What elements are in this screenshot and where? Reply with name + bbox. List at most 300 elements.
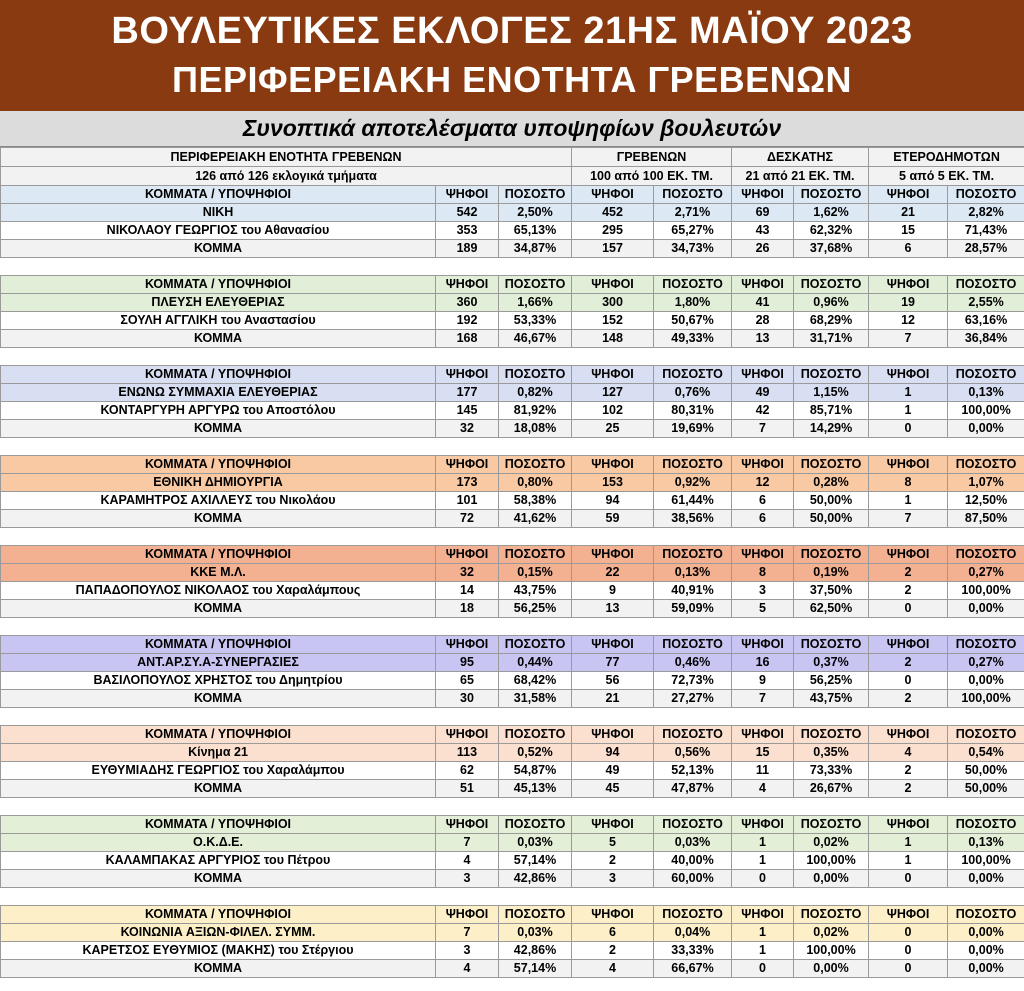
votes-grevena: 2 [572,942,654,960]
votes-column-header: ΨΗΦΟΙ [436,546,499,564]
pct-eterodimoton: 0,00% [948,960,1024,978]
votes-total: 51 [436,780,499,798]
votes-deskati: 7 [732,420,794,438]
votes-grevena: 94 [572,492,654,510]
votes-deskati: 9 [732,672,794,690]
votes-column-header: ΨΗΦΟΙ [732,366,794,384]
candidate-row [1,492,1024,510]
votes-total: 95 [436,654,499,672]
votes-column-header: ΨΗΦΟΙ [732,726,794,744]
votes-deskati: 4 [732,780,794,798]
pct-deskati: 1,62% [794,204,869,222]
votes-total: 14 [436,582,499,600]
votes-deskati: 1 [732,852,794,870]
spacer-row [1,798,1024,816]
votes-deskati: 11 [732,762,794,780]
votes-eterodimoton: 7 [869,330,948,348]
votes-total: 30 [436,690,499,708]
votes-column-header: ΨΗΦΟΙ [732,456,794,474]
votes-column-header: ΨΗΦΟΙ [869,366,948,384]
pct-deskati: 31,71% [794,330,869,348]
pct-grevena: 0,46% [654,654,732,672]
eterodimoton-sections-count: 5 από 5 ΕΚ. ΤΜ. [869,167,1024,186]
party-row [1,204,1024,222]
komma-label: ΚΟΜΜΑ [1,420,436,438]
votes-grevena: 25 [572,420,654,438]
header-row-counts [1,167,1024,186]
pct-grevena: 19,69% [654,420,732,438]
results-table [0,147,1024,978]
percent-column-header: ΠΟΣΟΣΤΟ [499,546,572,564]
votes-eterodimoton: 1 [869,384,948,402]
pct-grevena: 2,71% [654,204,732,222]
votes-total: 18 [436,600,499,618]
votes-grevena: 3 [572,870,654,888]
pct-deskati: 0,35% [794,744,869,762]
region-title: ΠΕΡΙΦΕΡΕΙΑΚΗ ΕΝΟΤΗΤΑ ΓΡΕΒΕΝΩΝ [1,148,572,167]
spacer-row [1,258,1024,276]
votes-column-header: ΨΗΦΟΙ [436,276,499,294]
pct-deskati: 73,33% [794,762,869,780]
header-row-titles [1,148,1024,167]
votes-grevena: 77 [572,654,654,672]
votes-deskati: 15 [732,744,794,762]
spacer-row [1,618,1024,636]
votes-grevena: 6 [572,924,654,942]
pct-deskati: 26,67% [794,780,869,798]
percent-column-header: ΠΟΣΟΣΤΟ [948,816,1024,834]
candidate-name: ΝΙΚΟΛΑΟΥ ΓΕΩΡΓΙΟΣ του Αθανασίου [1,222,436,240]
votes-eterodimoton: 21 [869,204,948,222]
votes-column-header: ΨΗΦΟΙ [732,276,794,294]
percent-column-header: ΠΟΣΟΣΤΟ [948,546,1024,564]
votes-deskati: 1 [732,942,794,960]
spacer-row [1,528,1024,546]
percent-column-header: ΠΟΣΟΣΤΟ [654,276,732,294]
votes-total: 173 [436,474,499,492]
votes-deskati: 1 [732,924,794,942]
votes-total: 542 [436,204,499,222]
votes-column-header: ΨΗΦΟΙ [869,816,948,834]
votes-column-header: ΨΗΦΟΙ [869,636,948,654]
votes-eterodimoton: 15 [869,222,948,240]
votes-grevena: 295 [572,222,654,240]
pct-grevena: 50,67% [654,312,732,330]
percent-column-header: ΠΟΣΟΣΤΟ [948,636,1024,654]
votes-deskati: 28 [732,312,794,330]
komma-row [1,420,1024,438]
votes-deskati: 0 [732,870,794,888]
votes-total: 32 [436,420,499,438]
block-header-row [1,636,1024,654]
komma-label: ΚΟΜΜΑ [1,330,436,348]
candidate-row [1,762,1024,780]
pct-grevena: 61,44% [654,492,732,510]
pct-eterodimoton: 36,84% [948,330,1024,348]
pct-grevena: 34,73% [654,240,732,258]
candidate-name: ΚΑΡΑΜΗΤΡΟΣ ΑΧΙΛΛΕΥΣ του Νικολάου [1,492,436,510]
pct-deskati: 0,96% [794,294,869,312]
percent-column-header: ΠΟΣΟΣΤΟ [654,906,732,924]
percent-column-header: ΠΟΣΟΣΤΟ [654,456,732,474]
votes-grevena: 59 [572,510,654,528]
votes-deskati: 6 [732,510,794,528]
votes-column-header: ΨΗΦΟΙ [732,816,794,834]
votes-eterodimoton: 6 [869,240,948,258]
votes-column-header: ΨΗΦΟΙ [572,636,654,654]
votes-column-header: ΨΗΦΟΙ [572,906,654,924]
party-row [1,924,1024,942]
pct-eterodimoton: 0,27% [948,654,1024,672]
votes-eterodimoton: 0 [869,870,948,888]
pct-eterodimoton: 100,00% [948,690,1024,708]
pct-eterodimoton: 0,13% [948,834,1024,852]
votes-column-header: ΨΗΦΟΙ [732,906,794,924]
pct-total: 34,87% [499,240,572,258]
percent-column-header: ΠΟΣΟΣΤΟ [654,186,732,204]
pct-eterodimoton: 50,00% [948,780,1024,798]
pct-eterodimoton: 0,00% [948,600,1024,618]
votes-grevena: 300 [572,294,654,312]
pct-eterodimoton: 0,13% [948,384,1024,402]
votes-deskati: 41 [732,294,794,312]
pct-eterodimoton: 0,00% [948,420,1024,438]
votes-total: 168 [436,330,499,348]
pct-total: 0,80% [499,474,572,492]
komma-row [1,510,1024,528]
komma-row [1,330,1024,348]
block-header-row [1,816,1024,834]
pct-grevena: 80,31% [654,402,732,420]
pct-grevena: 72,73% [654,672,732,690]
pct-grevena: 0,04% [654,924,732,942]
pct-deskati: 50,00% [794,510,869,528]
pct-deskati: 56,25% [794,672,869,690]
votes-column-header: ΨΗΦΟΙ [572,816,654,834]
percent-column-header: ΠΟΣΟΣΤΟ [794,366,869,384]
block-header-row [1,726,1024,744]
pct-grevena: 38,56% [654,510,732,528]
percent-column-header: ΠΟΣΟΣΤΟ [654,366,732,384]
pct-grevena: 1,80% [654,294,732,312]
block-header-row [1,546,1024,564]
votes-grevena: 2 [572,852,654,870]
pct-deskati: 37,68% [794,240,869,258]
pct-eterodimoton: 2,55% [948,294,1024,312]
votes-eterodimoton: 2 [869,654,948,672]
pct-grevena: 0,56% [654,744,732,762]
komma-label: ΚΟΜΜΑ [1,510,436,528]
votes-deskati: 0 [732,960,794,978]
pct-grevena: 59,09% [654,600,732,618]
spacer-cell [1,798,1024,816]
group-label: ΚΟΜΜΑΤΑ / ΥΠΟΨΗΦΙΟΙ [1,636,436,654]
pct-grevena: 27,27% [654,690,732,708]
percent-column-header: ΠΟΣΟΣΤΟ [948,726,1024,744]
votes-total: 3 [436,870,499,888]
spacer-row [1,438,1024,456]
votes-total: 4 [436,960,499,978]
pct-grevena: 0,03% [654,834,732,852]
votes-deskati: 1 [732,834,794,852]
pct-total: 54,87% [499,762,572,780]
block-header-row [1,456,1024,474]
votes-total: 72 [436,510,499,528]
pct-total: 56,25% [499,600,572,618]
pct-total: 57,14% [499,960,572,978]
votes-column-header: ΨΗΦΟΙ [572,186,654,204]
votes-column-header: ΨΗΦΟΙ [732,636,794,654]
komma-label: ΚΟΜΜΑ [1,600,436,618]
pct-eterodimoton: 100,00% [948,582,1024,600]
votes-deskati: 3 [732,582,794,600]
party-name: ΝΙΚΗ [1,204,436,222]
party-name: ΚΚΕ Μ.Λ. [1,564,436,582]
pct-deskati: 0,02% [794,834,869,852]
pct-total: 0,82% [499,384,572,402]
votes-total: 189 [436,240,499,258]
spacer-row [1,888,1024,906]
block-header-row [1,276,1024,294]
block-header-row [1,906,1024,924]
komma-label: ΚΟΜΜΑ [1,960,436,978]
votes-column-header: ΨΗΦΟΙ [436,906,499,924]
pct-eterodimoton: 12,50% [948,492,1024,510]
pct-total: 0,52% [499,744,572,762]
party-name: ΚΟΙΝΩΝΙΑ ΑΞΙΩΝ-ΦΙΛΕΛ. ΣΥΜΜ. [1,924,436,942]
votes-column-header: ΨΗΦΟΙ [572,276,654,294]
votes-eterodimoton: 2 [869,564,948,582]
votes-column-header: ΨΗΦΟΙ [869,546,948,564]
pct-eterodimoton: 63,16% [948,312,1024,330]
municipality-grevena-title: ΓΡΕΒΕΝΩΝ [572,148,732,167]
pct-eterodimoton: 71,43% [948,222,1024,240]
party-name: ΑΝΤ.ΑΡ.ΣΥ.Α-ΣΥΝΕΡΓΑΣΙΕΣ [1,654,436,672]
pct-total: 2,50% [499,204,572,222]
komma-row [1,780,1024,798]
komma-label: ΚΟΜΜΑ [1,240,436,258]
group-label: ΚΟΜΜΑΤΑ / ΥΠΟΨΗΦΙΟΙ [1,186,436,204]
spacer-cell [1,438,1024,456]
votes-eterodimoton: 0 [869,672,948,690]
votes-deskati: 26 [732,240,794,258]
votes-grevena: 45 [572,780,654,798]
votes-total: 192 [436,312,499,330]
votes-column-header: ΨΗΦΟΙ [869,906,948,924]
pct-total: 57,14% [499,852,572,870]
percent-column-header: ΠΟΣΟΣΤΟ [794,276,869,294]
block-header-row [1,366,1024,384]
votes-total: 101 [436,492,499,510]
votes-deskati: 16 [732,654,794,672]
votes-eterodimoton: 4 [869,744,948,762]
votes-grevena: 153 [572,474,654,492]
votes-column-header: ΨΗΦΟΙ [869,456,948,474]
votes-eterodimoton: 2 [869,582,948,600]
votes-deskati: 12 [732,474,794,492]
votes-total: 4 [436,852,499,870]
pct-eterodimoton: 100,00% [948,402,1024,420]
party-row [1,384,1024,402]
votes-column-header: ΨΗΦΟΙ [572,456,654,474]
pct-total: 65,13% [499,222,572,240]
spacer-cell [1,618,1024,636]
candidate-row [1,402,1024,420]
percent-column-header: ΠΟΣΟΣΤΟ [948,366,1024,384]
percent-column-header: ΠΟΣΟΣΤΟ [499,456,572,474]
pct-deskati: 85,71% [794,402,869,420]
komma-row [1,870,1024,888]
region-sections-count: 126 από 126 εκλογικά τμήματα [1,167,572,186]
votes-grevena: 56 [572,672,654,690]
group-label: ΚΟΜΜΑΤΑ / ΥΠΟΨΗΦΙΟΙ [1,906,436,924]
pct-grevena: 52,13% [654,762,732,780]
candidate-row [1,222,1024,240]
votes-eterodimoton: 1 [869,402,948,420]
votes-column-header: ΨΗΦΟΙ [436,816,499,834]
pct-grevena: 40,91% [654,582,732,600]
votes-deskati: 69 [732,204,794,222]
pct-deskati: 62,32% [794,222,869,240]
block-header-row [1,186,1024,204]
pct-grevena: 66,67% [654,960,732,978]
candidate-row [1,582,1024,600]
votes-eterodimoton: 0 [869,420,948,438]
komma-row [1,690,1024,708]
votes-column-header: ΨΗΦΟΙ [732,546,794,564]
percent-column-header: ΠΟΣΟΣΤΟ [794,816,869,834]
pct-total: 42,86% [499,870,572,888]
komma-row [1,600,1024,618]
percent-column-header: ΠΟΣΟΣΤΟ [499,816,572,834]
votes-eterodimoton: 1 [869,492,948,510]
votes-column-header: ΨΗΦΟΙ [436,726,499,744]
votes-eterodimoton: 0 [869,960,948,978]
spacer-cell [1,708,1024,726]
group-label: ΚΟΜΜΑΤΑ / ΥΠΟΨΗΦΙΟΙ [1,726,436,744]
pct-grevena: 40,00% [654,852,732,870]
votes-column-header: ΨΗΦΟΙ [436,366,499,384]
pct-deskati: 0,00% [794,960,869,978]
votes-total: 145 [436,402,499,420]
percent-column-header: ΠΟΣΟΣΤΟ [654,546,732,564]
votes-total: 32 [436,564,499,582]
votes-deskati: 5 [732,600,794,618]
percent-column-header: ΠΟΣΟΣΤΟ [794,186,869,204]
pct-total: 68,42% [499,672,572,690]
candidate-name: ΠΑΠΑΔΟΠΟΥΛΟΣ ΝΙΚΟΛΑΟΣ του Χαραλάμπους [1,582,436,600]
candidate-name: ΕΥΘΥΜΙΑΔΗΣ ΓΕΩΡΓΙΟΣ του Χαραλάμπου [1,762,436,780]
party-row [1,474,1024,492]
percent-column-header: ΠΟΣΟΣΤΟ [948,276,1024,294]
party-name: ΕΝΩΝΩ ΣΥΜΜΑΧΙΑ ΕΛΕΥΘΕΡΙΑΣ [1,384,436,402]
group-label: ΚΟΜΜΑΤΑ / ΥΠΟΨΗΦΙΟΙ [1,276,436,294]
pct-deskati: 68,29% [794,312,869,330]
votes-grevena: 4 [572,960,654,978]
group-label: ΚΟΜΜΑΤΑ / ΥΠΟΨΗΦΙΟΙ [1,456,436,474]
pct-deskati: 43,75% [794,690,869,708]
votes-total: 3 [436,942,499,960]
party-row [1,564,1024,582]
pct-deskati: 100,00% [794,852,869,870]
pct-eterodimoton: 0,00% [948,870,1024,888]
candidate-name: ΚΑΛΑΜΠΑΚΑΣ ΑΡΓΥΡΙΟΣ του Πέτρου [1,852,436,870]
votes-total: 7 [436,924,499,942]
candidate-name: ΣΟΥΛΗ ΑΓΓΛΙΚΗ του Αναστασίου [1,312,436,330]
komma-label: ΚΟΜΜΑ [1,870,436,888]
votes-total: 113 [436,744,499,762]
pct-deskati: 0,28% [794,474,869,492]
pct-eterodimoton: 50,00% [948,762,1024,780]
group-label: ΚΟΜΜΑΤΑ / ΥΠΟΨΗΦΙΟΙ [1,366,436,384]
votes-eterodimoton: 1 [869,834,948,852]
pct-eterodimoton: 1,07% [948,474,1024,492]
party-name: ΠΛΕΥΣΗ ΕΛΕΥΘΕΡΙΑΣ [1,294,436,312]
spacer-cell [1,258,1024,276]
spacer-cell [1,888,1024,906]
candidate-name: ΚΑΡΕΤΣΟΣ ΕΥΘΥΜΙΟΣ (ΜΑΚΗΣ) του Στέργιου [1,942,436,960]
votes-eterodimoton: 0 [869,942,948,960]
percent-column-header: ΠΟΣΟΣΤΟ [499,276,572,294]
pct-total: 0,03% [499,834,572,852]
votes-grevena: 9 [572,582,654,600]
pct-total: 0,44% [499,654,572,672]
votes-deskati: 49 [732,384,794,402]
percent-column-header: ΠΟΣΟΣΤΟ [794,636,869,654]
pct-eterodimoton: 100,00% [948,852,1024,870]
pct-total: 41,62% [499,510,572,528]
percent-column-header: ΠΟΣΟΣΤΟ [654,726,732,744]
percent-column-header: ΠΟΣΟΣΤΟ [794,456,869,474]
deskati-sections-count: 21 από 21 ΕΚ. ΤΜ. [732,167,869,186]
pct-eterodimoton: 2,82% [948,204,1024,222]
votes-eterodimoton: 12 [869,312,948,330]
party-row [1,294,1024,312]
komma-row [1,960,1024,978]
votes-grevena: 22 [572,564,654,582]
votes-eterodimoton: 19 [869,294,948,312]
komma-label: ΚΟΜΜΑ [1,780,436,798]
pct-grevena: 49,33% [654,330,732,348]
pct-eterodimoton: 0,00% [948,942,1024,960]
percent-column-header: ΠΟΣΟΣΤΟ [654,636,732,654]
votes-eterodimoton: 2 [869,762,948,780]
pct-grevena: 65,27% [654,222,732,240]
votes-eterodimoton: 8 [869,474,948,492]
candidate-name: ΚΟΝΤΑΡΓΥΡΗ ΑΡΓΥΡΩ του Αποστόλου [1,402,436,420]
pct-deskati: 1,15% [794,384,869,402]
votes-eterodimoton: 2 [869,690,948,708]
votes-column-header: ΨΗΦΟΙ [572,366,654,384]
pct-deskati: 100,00% [794,942,869,960]
percent-column-header: ΠΟΣΟΣΤΟ [499,366,572,384]
pct-total: 0,03% [499,924,572,942]
pct-total: 42,86% [499,942,572,960]
pct-deskati: 0,19% [794,564,869,582]
party-row [1,654,1024,672]
pct-total: 43,75% [499,582,572,600]
grevena-sections-count: 100 από 100 ΕΚ. ΤΜ. [572,167,732,186]
percent-column-header: ΠΟΣΟΣΤΟ [948,186,1024,204]
votes-grevena: 102 [572,402,654,420]
party-row [1,744,1024,762]
page-title: ΒΟΥΛΕΥΤΙΚΕΣ ΕΚΛΟΓΕΣ 21ΗΣ ΜΑΪΟΥ 2023 [111,10,913,52]
votes-deskati: 42 [732,402,794,420]
pct-deskati: 0,37% [794,654,869,672]
results-subtitle: Συνοπτικά αποτελέσματα υποψηφίων βουλευτών [0,111,1024,147]
votes-grevena: 152 [572,312,654,330]
pct-deskati: 0,00% [794,870,869,888]
